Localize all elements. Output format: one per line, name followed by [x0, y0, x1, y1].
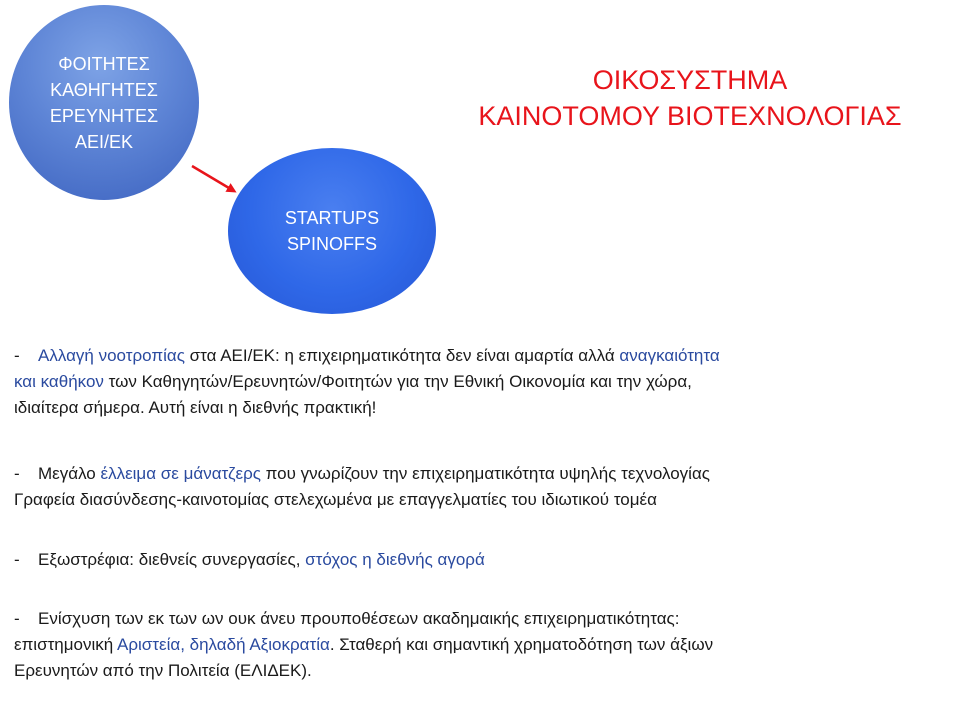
academia-line-2: ΚΑΘΗΓΗΤΕΣ	[50, 79, 158, 100]
bullet-managers-highlight: έλλειμα σε μάνατζερς	[100, 464, 261, 483]
bullet-mindset-highlight: Αλλαγή νοοτροπίας	[38, 346, 185, 365]
arrow-academia-to-startups	[192, 166, 234, 191]
bullet-support-highlight: Αριστεία, δηλαδή Αξιοκρατία	[117, 635, 330, 654]
bullet-dash: -	[14, 464, 20, 483]
academia-node	[9, 5, 199, 200]
bullet-dash: -	[14, 346, 20, 365]
bullet-managers	[14, 461, 956, 513]
bullet-mindset-line-2	[14, 369, 956, 395]
bullet-support-text-3: . Σταθερή και σημαντική χρηματοδότηση των άξιων	[329, 635, 714, 654]
bullet-managers-line-2: Γραφεία διασύνδεσης-καινοτομίας στελεχωμένα με επαγγελματίες του ιδιωτικού τομέα	[14, 490, 657, 509]
bullet-support-text-2: επιστημονική	[14, 635, 118, 654]
bullet-support-line-3: Ερευνητών από την Πολιτεία (ΕΛΙΔΕΚ).	[14, 661, 312, 680]
academia-line-4: ΑΕΙ/ΕΚ	[74, 131, 134, 152]
bullet-mindset	[14, 343, 956, 421]
bullet-mindset-highlight-2: αναγκαιότητα	[619, 346, 720, 365]
startups-line-1: STARTUPS	[284, 208, 380, 228]
bullet-mindset-text-2: των Καθηγητών/Ερευνητών/Φοιτητών για την Εθνική Οικονομία και την χώρα,	[103, 372, 692, 391]
slide-title	[440, 62, 940, 134]
bullet-support-line-2	[14, 632, 956, 658]
bullet-outreach-highlight: στόχος η διεθνής αγορά	[305, 550, 485, 569]
title-line-1: ΟΙΚΟΣΥΣΤΗΜΑ	[592, 65, 788, 95]
bullet-dash: -	[14, 550, 20, 569]
bullet-support	[14, 606, 956, 684]
bullet-dash: -	[14, 609, 20, 628]
bullet-managers-text-2: που γνωρίζουν την επιχειρηματικότητα υψηλής τεχνολογίας	[260, 464, 710, 483]
title-line-2: ΚΑΙΝΟΤΟΜΟΥ ΒΙΟΤΕΧΝΟΛΟΓΙΑΣ	[478, 101, 902, 131]
bullet-managers-line-1	[14, 461, 956, 487]
bullet-mindset-line-1	[14, 343, 956, 369]
bullet-managers-text: Μεγάλο	[38, 464, 101, 483]
academia-line-1: ΦΟΙΤΗΤΕΣ	[58, 53, 150, 74]
bullet-mindset-highlight-3: και καθήκον	[14, 372, 104, 391]
startups-line-2: SPINOFFS	[286, 234, 377, 254]
bullet-mindset-line-3: ιδιαίτερα σήμερα. Αυτή είναι η διεθνής πρακτική!	[14, 398, 377, 417]
startups-node	[228, 148, 436, 314]
academia-line-3: ΕΡΕΥΝΗΤΕΣ	[49, 105, 159, 126]
bullet-mindset-text: στα ΑΕΙ/ΕΚ: η επιχειρηματικότητα δεν είναι αμαρτία αλλά	[184, 346, 620, 365]
bullet-outreach-line-1	[14, 547, 956, 573]
bullet-outreach-text: Εξωστρέφια: διεθνείς συνεργασίες,	[38, 550, 306, 569]
bullet-support-text: Ενίσχυση των εκ των ων ουκ άνευ προυποθέσεων ακαδημαικής επιχειρηματικότητας:	[38, 609, 680, 628]
bullet-outreach	[14, 547, 956, 573]
bullet-support-line-1	[14, 606, 956, 632]
